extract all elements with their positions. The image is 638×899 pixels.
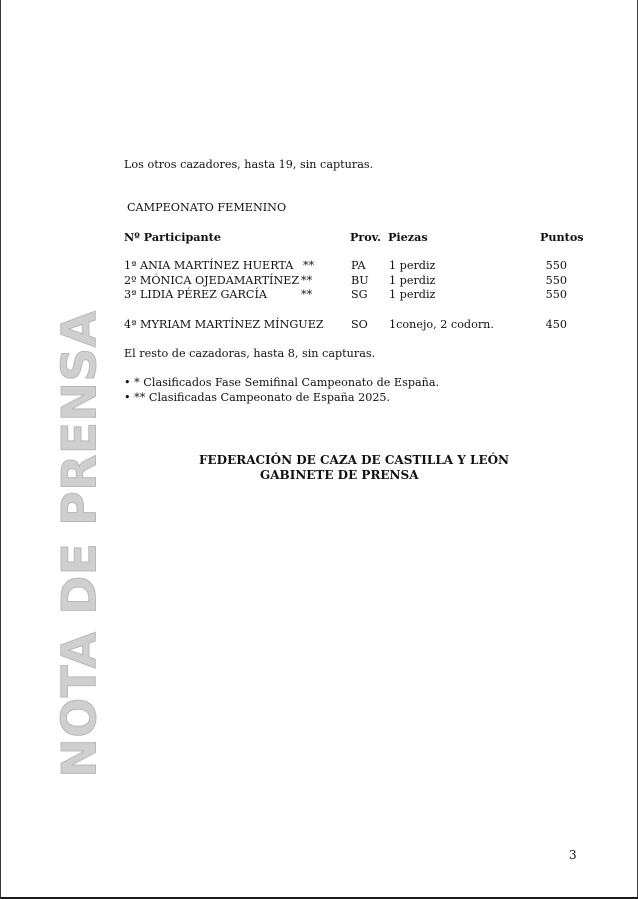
row-1-points: 550	[545, 259, 567, 272]
section-title: CAMPEONATO FEMENINO	[127, 201, 287, 214]
row-1-name: 1ª ANIA MARTÍNEZ HUERTA	[124, 259, 294, 272]
note-1: • * Clasificados Fase Semifinal Campeonato de España.	[124, 376, 440, 389]
rest-text: El resto de cazadoras, hasta 8, sin capturas.	[124, 347, 376, 360]
header-pieces: Piezas	[388, 230, 428, 244]
note-2: • ** Clasificadas Campeonato de España 2025.	[124, 391, 391, 404]
federation-name: FEDERACIÓN DE CAZA DE CASTILLA Y LEÓN	[199, 453, 510, 467]
row-1-mark: **	[303, 259, 315, 272]
row-3-mark: **	[301, 288, 313, 301]
row-1-pieces: 1 perdiz	[389, 259, 436, 272]
header-participant: Nº Participante	[124, 230, 221, 244]
row-3-points: 550	[545, 288, 567, 301]
row-2-mark: **	[301, 274, 313, 287]
header-points: Puntos	[540, 230, 584, 244]
row-3-pieces: 1 perdiz	[389, 288, 436, 301]
row-3-province: SG	[351, 288, 368, 301]
press-office: GABINETE DE PRENSA	[260, 468, 419, 482]
row-4-province: SO	[351, 318, 368, 331]
header-province: Prov.	[350, 230, 382, 244]
row-4-pieces: 1conejo, 2 codorn.	[389, 318, 494, 331]
row-1-province: PA	[351, 259, 366, 272]
page-number: 3	[569, 848, 577, 862]
row-2-points: 550	[545, 274, 567, 287]
nota-de-prensa-watermark: NOTA DE PRENSA	[52, 310, 108, 778]
row-2-name: 2º MÓNICA OJEDAMARTÍNEZ	[124, 274, 300, 287]
intro-text: Los otros cazadores, hasta 19, sin capturas.	[124, 158, 374, 171]
row-4-name: 4ª MYRIAM MARTÍNEZ MÍNGUEZ	[124, 318, 324, 331]
row-2-province: BU	[351, 274, 369, 287]
row-4-points: 450	[545, 318, 567, 331]
row-3-name: 3ª LIDIA PÉREZ GARCÍA	[124, 288, 267, 301]
row-2-pieces: 1 perdiz	[389, 274, 436, 287]
